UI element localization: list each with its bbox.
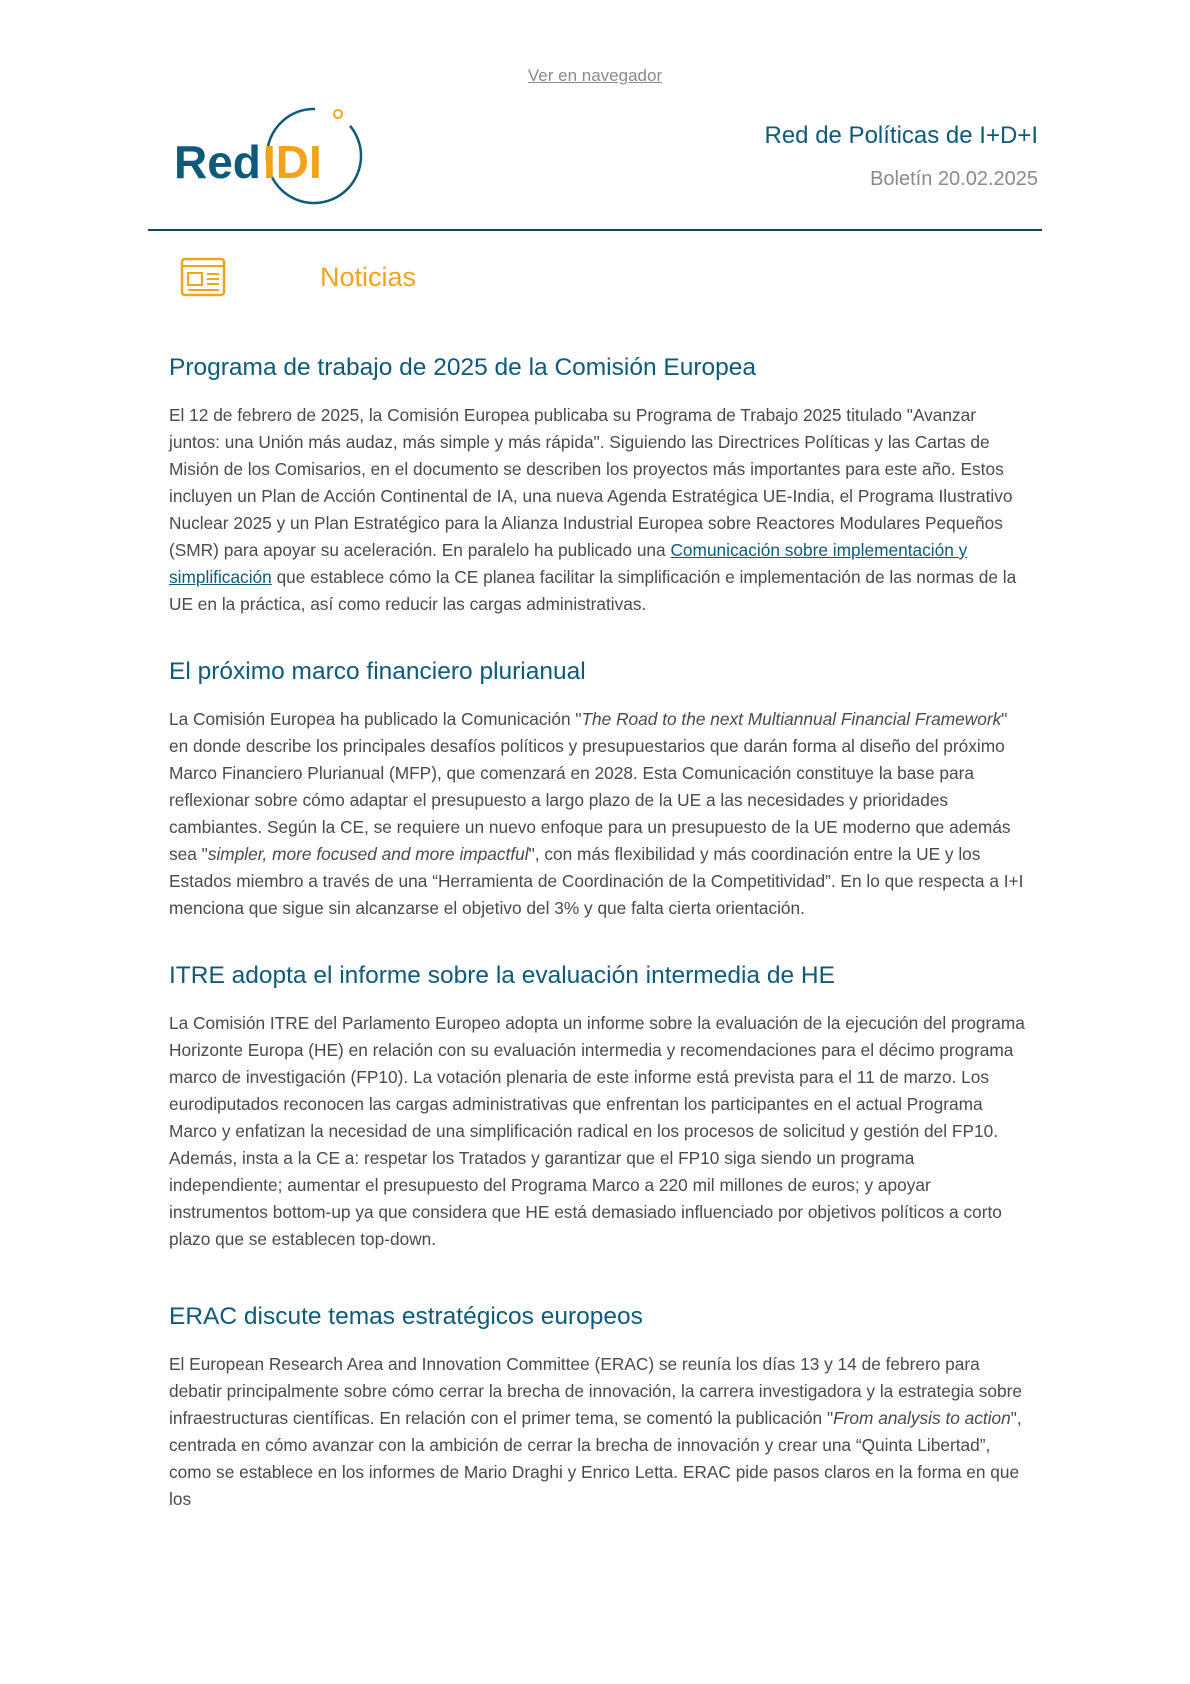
newspaper-icon [179, 257, 227, 297]
article [169, 656, 1029, 922]
redidi-logo [170, 106, 375, 214]
article-body: El European Research Area and Innovation Committee (ERAC) se reunía los días 13 y 14 de febrero para debatir principalmente sobre cómo cerrar la brecha de innovación, la carrera investigadora y la estrategia sobre infraestructuras científicas. En relación con el primer tema, se comentó la publicación "From analysis to action", centrada en cómo avanzar con la ambición de cerrar la brecha de innovación y crear una “Quinta Libertad”, como se establece en los informes de Mario Draghi y Enrico Letta. ERAC pide pasos claros en la forma en que los [169, 1354, 1022, 1509]
article [169, 352, 1029, 618]
header-info [765, 122, 1039, 191]
section-title-noticias: Noticias [320, 262, 417, 292]
view-in-browser [0, 66, 1190, 86]
header-divider [148, 229, 1042, 231]
article-title: ITRE adopta el informe sobre la evaluación intermedia de HE [169, 962, 835, 989]
network-title: Red de Políticas de I+D+I [764, 122, 1038, 149]
article [169, 1301, 1029, 1513]
article-body: La Comisión Europea ha publicado la Comunicación "The Road to the next Multiannual Financial Framework" en donde describe los principales desafíos políticos y presupuestarios que darán forma al diseño del próximo Marco Financiero Plurianual (MFP), que comenzará en 2028. Esta Comunicación constituye la base para reflexionar sobre cómo adaptar el presupuesto a largo plazo de la UE a las necesidades y prioridades cambiantes. Según la CE, se requiere un nuevo enfoque para un presupuesto de la UE moderno que además sea "simpler, more focused and more impactful", con más flexibilidad y más coordinación entre la UE y los Estados miembro a través de una “Herramienta de Coordinación de la Competitividad”. En lo que respecta a I+I menciona que sigue sin alcanzarse el objetivo del 3% y que falta cierta orientación. [169, 709, 1024, 918]
article-body: El 12 de febrero de 2025, la Comisión Europea publicaba su Programa de Trabajo 2025 titulado "Avanzar juntos: una Unión más audaz, más simple y más rápida". Siguiendo las Directrices Políticas y las Cartas de Misión de los Comisarios, en el documento se describen los proyectos más importantes para este año. Estos incluyen un Plan de Acción Continental de IA, una nueva Agenda Estratégica UE-India, el Programa Ilustrativo Nuclear 2025 y un Plan Estratégico para la Alianza Industrial Europea sobre Reactores Modulares Pequeños (SMR) para apoyar su aceleración. En paralelo ha publicado una Comunicación sobre implementación y simplificación que establece cómo la CE planea facilitar la simplificación e implementación de las normas de la UE en la práctica, así como reducir las cargas administrativas. [169, 405, 1017, 614]
communication-link[interactable]: Comunicación sobre implementación y simplificación [169, 540, 968, 587]
view-in-browser-link[interactable]: Ver en navegador [527, 66, 663, 85]
logo-text-idi: IDI [263, 136, 322, 188]
article-title: Programa de trabajo de 2025 de la Comisión Europea [169, 354, 757, 381]
bulletin-date: Boletín 20.02.2025 [870, 168, 1038, 190]
news-content [169, 352, 1029, 1513]
logo-text-red: Red [174, 136, 261, 188]
article-body: La Comisión ITRE del Parlamento Europeo adopta un informe sobre la evaluación de la ejecución del programa Horizonte Europa (HE) en relación con su evaluación intermedia y recomendaciones para el décimo programa marco de investigación (FP10). La votación plenaria de este informe está prevista para el 11 de marzo. Los eurodiputados reconocen las cargas administrativas que enfrentan los participantes en el actual Programa Marco y enfatizan la necesidad de una simplificación radical en los procesos de solicitud y gestión del FP10. Además, insta a la CE a: respetar los Tratados y garantizar que el FP10 siga siendo un programa independiente; aumentar el presupuesto del Programa Marco a 220 mil millones de euros; y apoyar instrumentos bottom-up ya que considera que HE está demasiado influenciado por objetivos políticos a corto plazo que se establecen top-down. [169, 1013, 1025, 1249]
article-title: ERAC discute temas estratégicos europeos [169, 1303, 643, 1330]
article-title: El próximo marco financiero plurianual [169, 658, 586, 685]
article [169, 960, 1029, 1253]
